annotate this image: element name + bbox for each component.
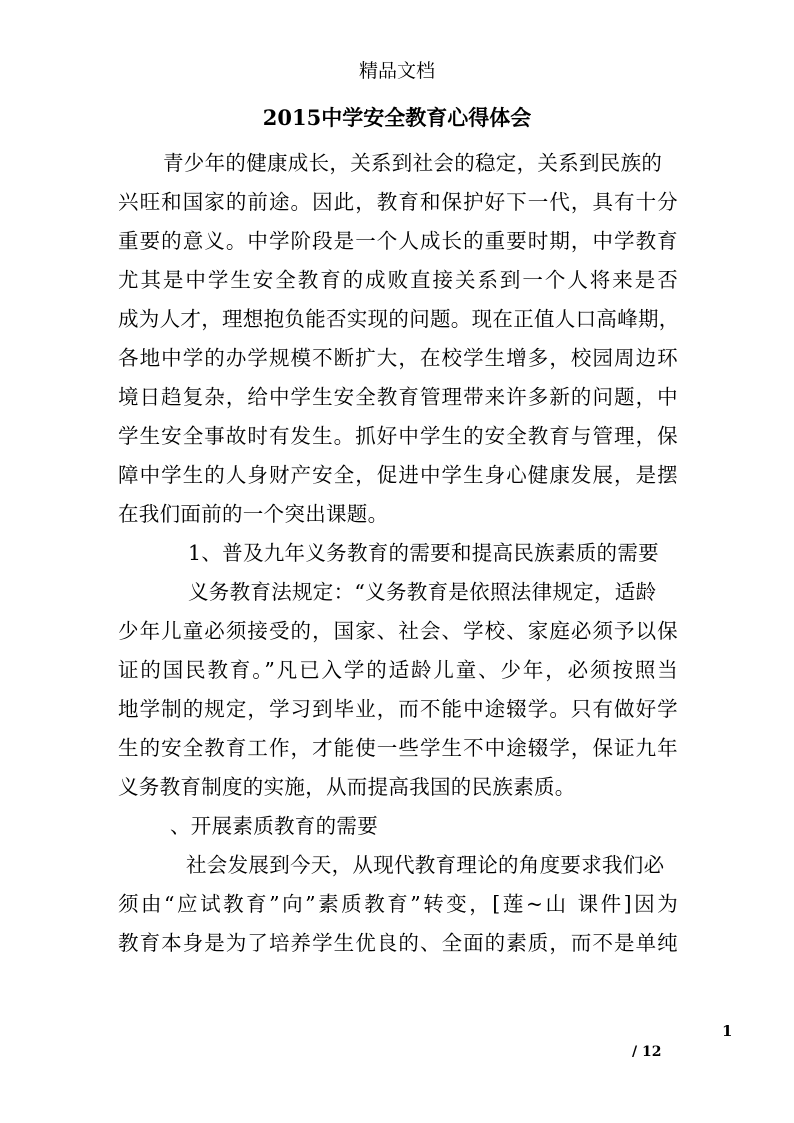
section-heading: 、开展素质教育的需要	[170, 814, 378, 838]
paragraph-line: 重要的意义。中学阶段是一个人成长的重要时期，中学教育	[118, 229, 678, 253]
paragraph-line: 学生安全事故时有发生。抓好中学生的安全教育与管理，保	[118, 424, 678, 448]
paragraph-line: 在我们面前的一个突出课题。	[118, 502, 389, 526]
page-number: 1	[722, 1022, 733, 1040]
paragraph-line: 须由“应试教育”向”素质教育”转变，[莲~山 课件]因为	[118, 892, 678, 916]
document-title: 2015中学安全教育心得体会	[262, 105, 532, 130]
paragraph-line: 生的安全教育工作，才能使一些学生不中途辍学，保证九年	[118, 736, 678, 760]
section-heading: 1、普及九年义务教育的需要和提高民族素质的需要	[188, 541, 659, 565]
document-body	[118, 148, 678, 967]
paragraph-line: 社会发展到今天，从现代教育理论的角度要求我们必	[186, 853, 665, 877]
paragraph-line: 青少年的健康成长，关系到社会的稳定，关系到民族的	[163, 151, 663, 175]
paragraph-line: 兴旺和国家的前途。因此，教育和保护好下一代，具有十分	[118, 190, 678, 214]
paragraph-line: 障中学生的人身财产安全，促进中学生身心健康发展，是摆	[118, 463, 678, 487]
paragraph-line: 各地中学的办学规模不断扩大，在校学生增多，校园周边环	[118, 346, 678, 370]
document-header: 精品文档	[358, 60, 435, 82]
paragraph-line: 尤其是中学生安全教育的成败直接关系到一个人将来是否	[118, 268, 678, 292]
paragraph-line: 教育本身是为了培养学生优良的、全面的素质，而不是单纯	[118, 931, 678, 955]
page-total: / 12	[632, 1044, 662, 1060]
paragraph-line: 义务教育法规定：“义务教育是依照法律规定，适龄	[188, 580, 657, 604]
paragraph-line: 少年儿童必须接受的，国家、社会、学校、家庭必须予以保	[118, 619, 678, 643]
paragraph-line: 地学制的规定，学习到毕业，而不能中途辍学。只有做好学	[118, 697, 678, 721]
paragraph-line: 成为人才，理想抱负能否实现的问题。现在正值人口高峰期，	[118, 307, 680, 331]
paragraph-line: 证的国民教育。”凡已入学的适龄儿童、少年，必须按照当	[118, 658, 678, 682]
paragraph-line: 义务教育制度的实施，从而提高我国的民族素质。	[118, 775, 576, 799]
paragraph-line: 境日趋复杂，给中学生安全教育管理带来许多新的问题，中	[118, 385, 678, 409]
